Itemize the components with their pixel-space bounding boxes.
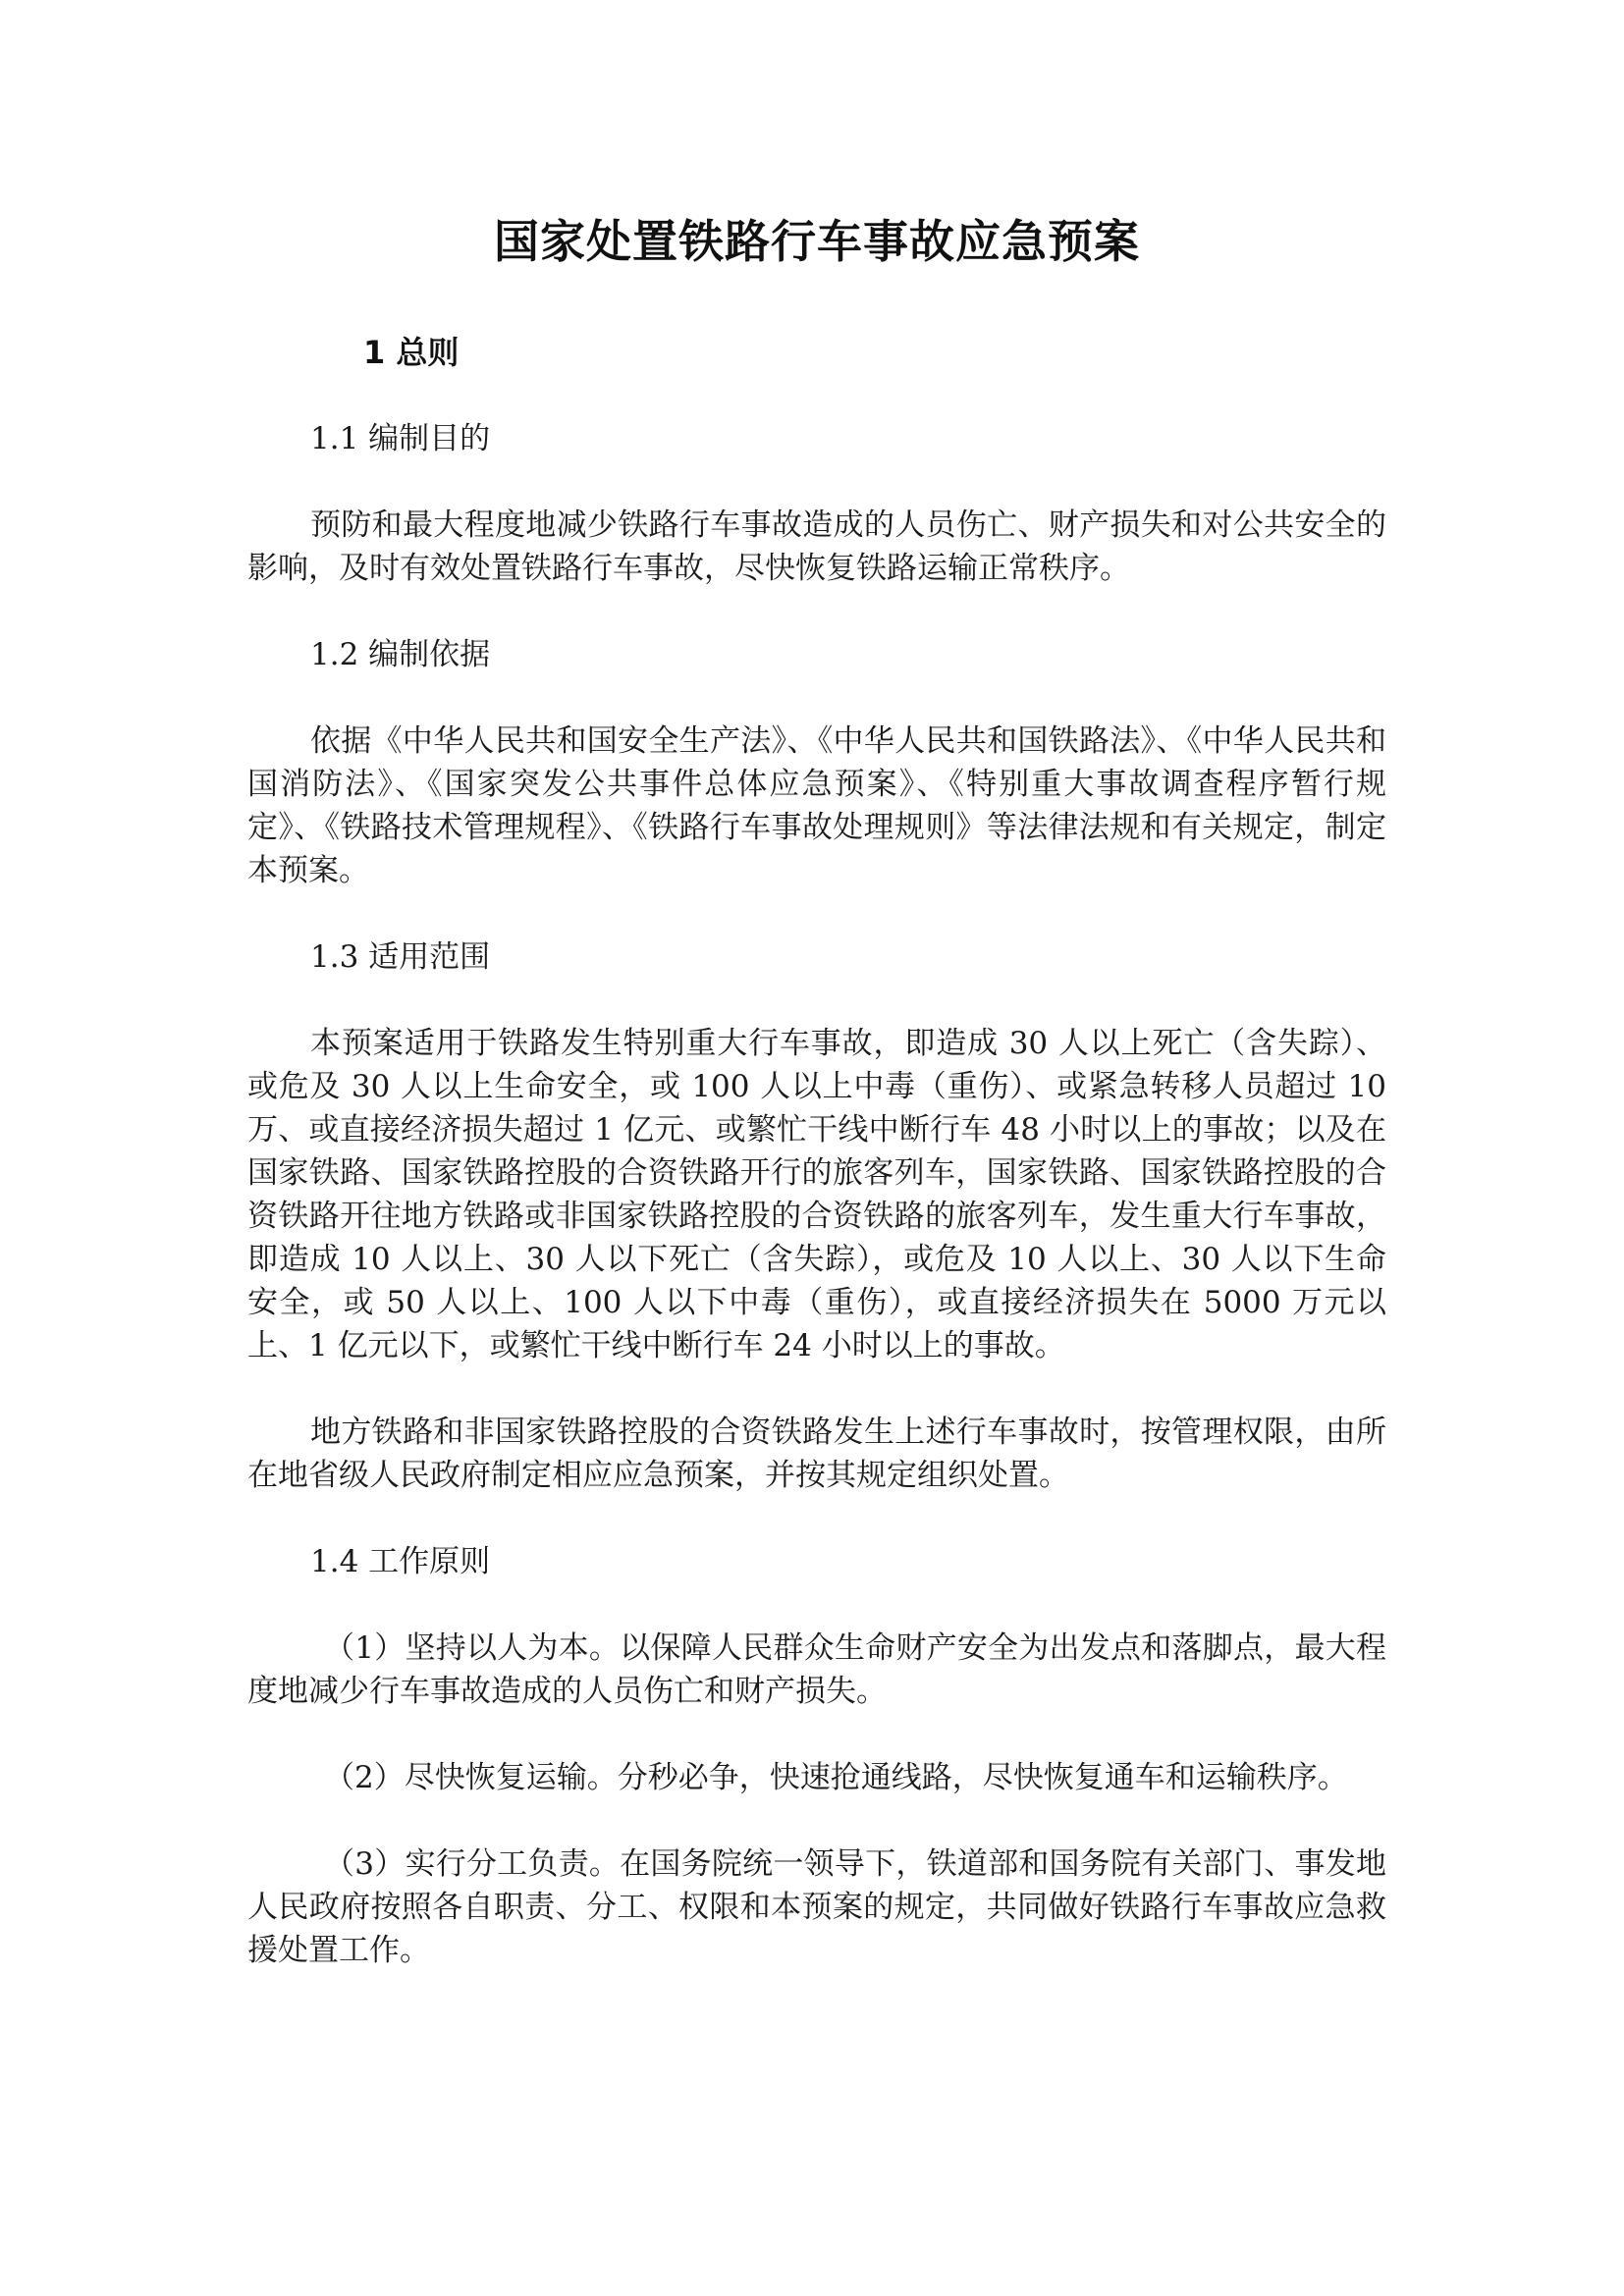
document-body xyxy=(247,210,1386,1972)
subsection-heading-basis: 1.2 编制依据 xyxy=(310,637,491,672)
subsection-heading-purpose: 1.1 编制目的 xyxy=(310,421,491,456)
document-title: 国家处置铁路行车事故应急预案 xyxy=(494,215,1140,268)
paragraph-principle-1: （1）坚持以人为本。以保障人民群众生命财产安全为出发点和落脚点，最大程度地减少行车事故造成的人员伤亡和财产损失。 xyxy=(247,1630,1386,1709)
subsection-heading-scope: 1.3 适用范围 xyxy=(310,939,491,975)
paragraph-principle-3: （3）实行分工负责。在国务院统一领导下，铁道部和国务院有关部门、事发地人民政府按照各自职责、分工、权限和本预案的规定，共同做好铁路行车事故应急救援处置工作。 xyxy=(247,1846,1386,1968)
paragraph-scope: 本预案适用于铁路发生特别重大行车事故，即造成 30 人以上死亡（含失踪）、或危及 30 人以上生命安全，或 100 人以上中毒（重伤）、或紧急转移人员超过 10 万、或直接经济损失超过 1 亿元、或繁忙干线中断行车 48 小时以上的事故；以及在国家铁路、国家铁路控股的合资铁路开行的旅客列车，国家铁路、国家铁路控股的合资铁路开往地方铁路或非国家铁路控股的合资铁路的旅客列车，发生重大行车事故，即造成 10 人以上、30 人以下死亡（含失踪），或危及 10 人以上、30 人以下生命安全，或 50 人以上、100 人以下中毒（重伤），或直接经济损失在 5000 万元以上、1 亿元以下，或繁忙干线中断行车 24 小时以上的事故。 xyxy=(247,1026,1386,1363)
section-heading-general: 1 总则 xyxy=(363,334,460,371)
paragraph-purpose: 预防和最大程度地减少铁路行车事故造成的人员伤亡、财产损失和对公共安全的影响，及时有效处置铁路行车事故，尽快恢复铁路运输正常秩序。 xyxy=(247,507,1386,586)
paragraph-scope-local: 地方铁路和非国家铁路控股的合资铁路发生上述行车事故时，按管理权限，由所在地省级人民政府制定相应应急预案，并按其规定组织处置。 xyxy=(247,1415,1386,1493)
subsection-heading-principles: 1.4 工作原则 xyxy=(310,1544,491,1579)
paragraph-principle-2: （2）尽快恢复运输。分秒必争，快速抢通线路，尽快恢复通车和运输秩序。 xyxy=(324,1760,1348,1795)
paragraph-basis: 依据《中华人民共和国安全生产法》、《中华人民共和国铁路法》、《中华人民共和国消防法》、《国家突发公共事件总体应急预案》、《特别重大事故调查程序暂行规定》、《铁路技术管理规程》、《铁路行车事故处理规则》等法律法规和有关规定，制定本预案。 xyxy=(247,723,1386,888)
